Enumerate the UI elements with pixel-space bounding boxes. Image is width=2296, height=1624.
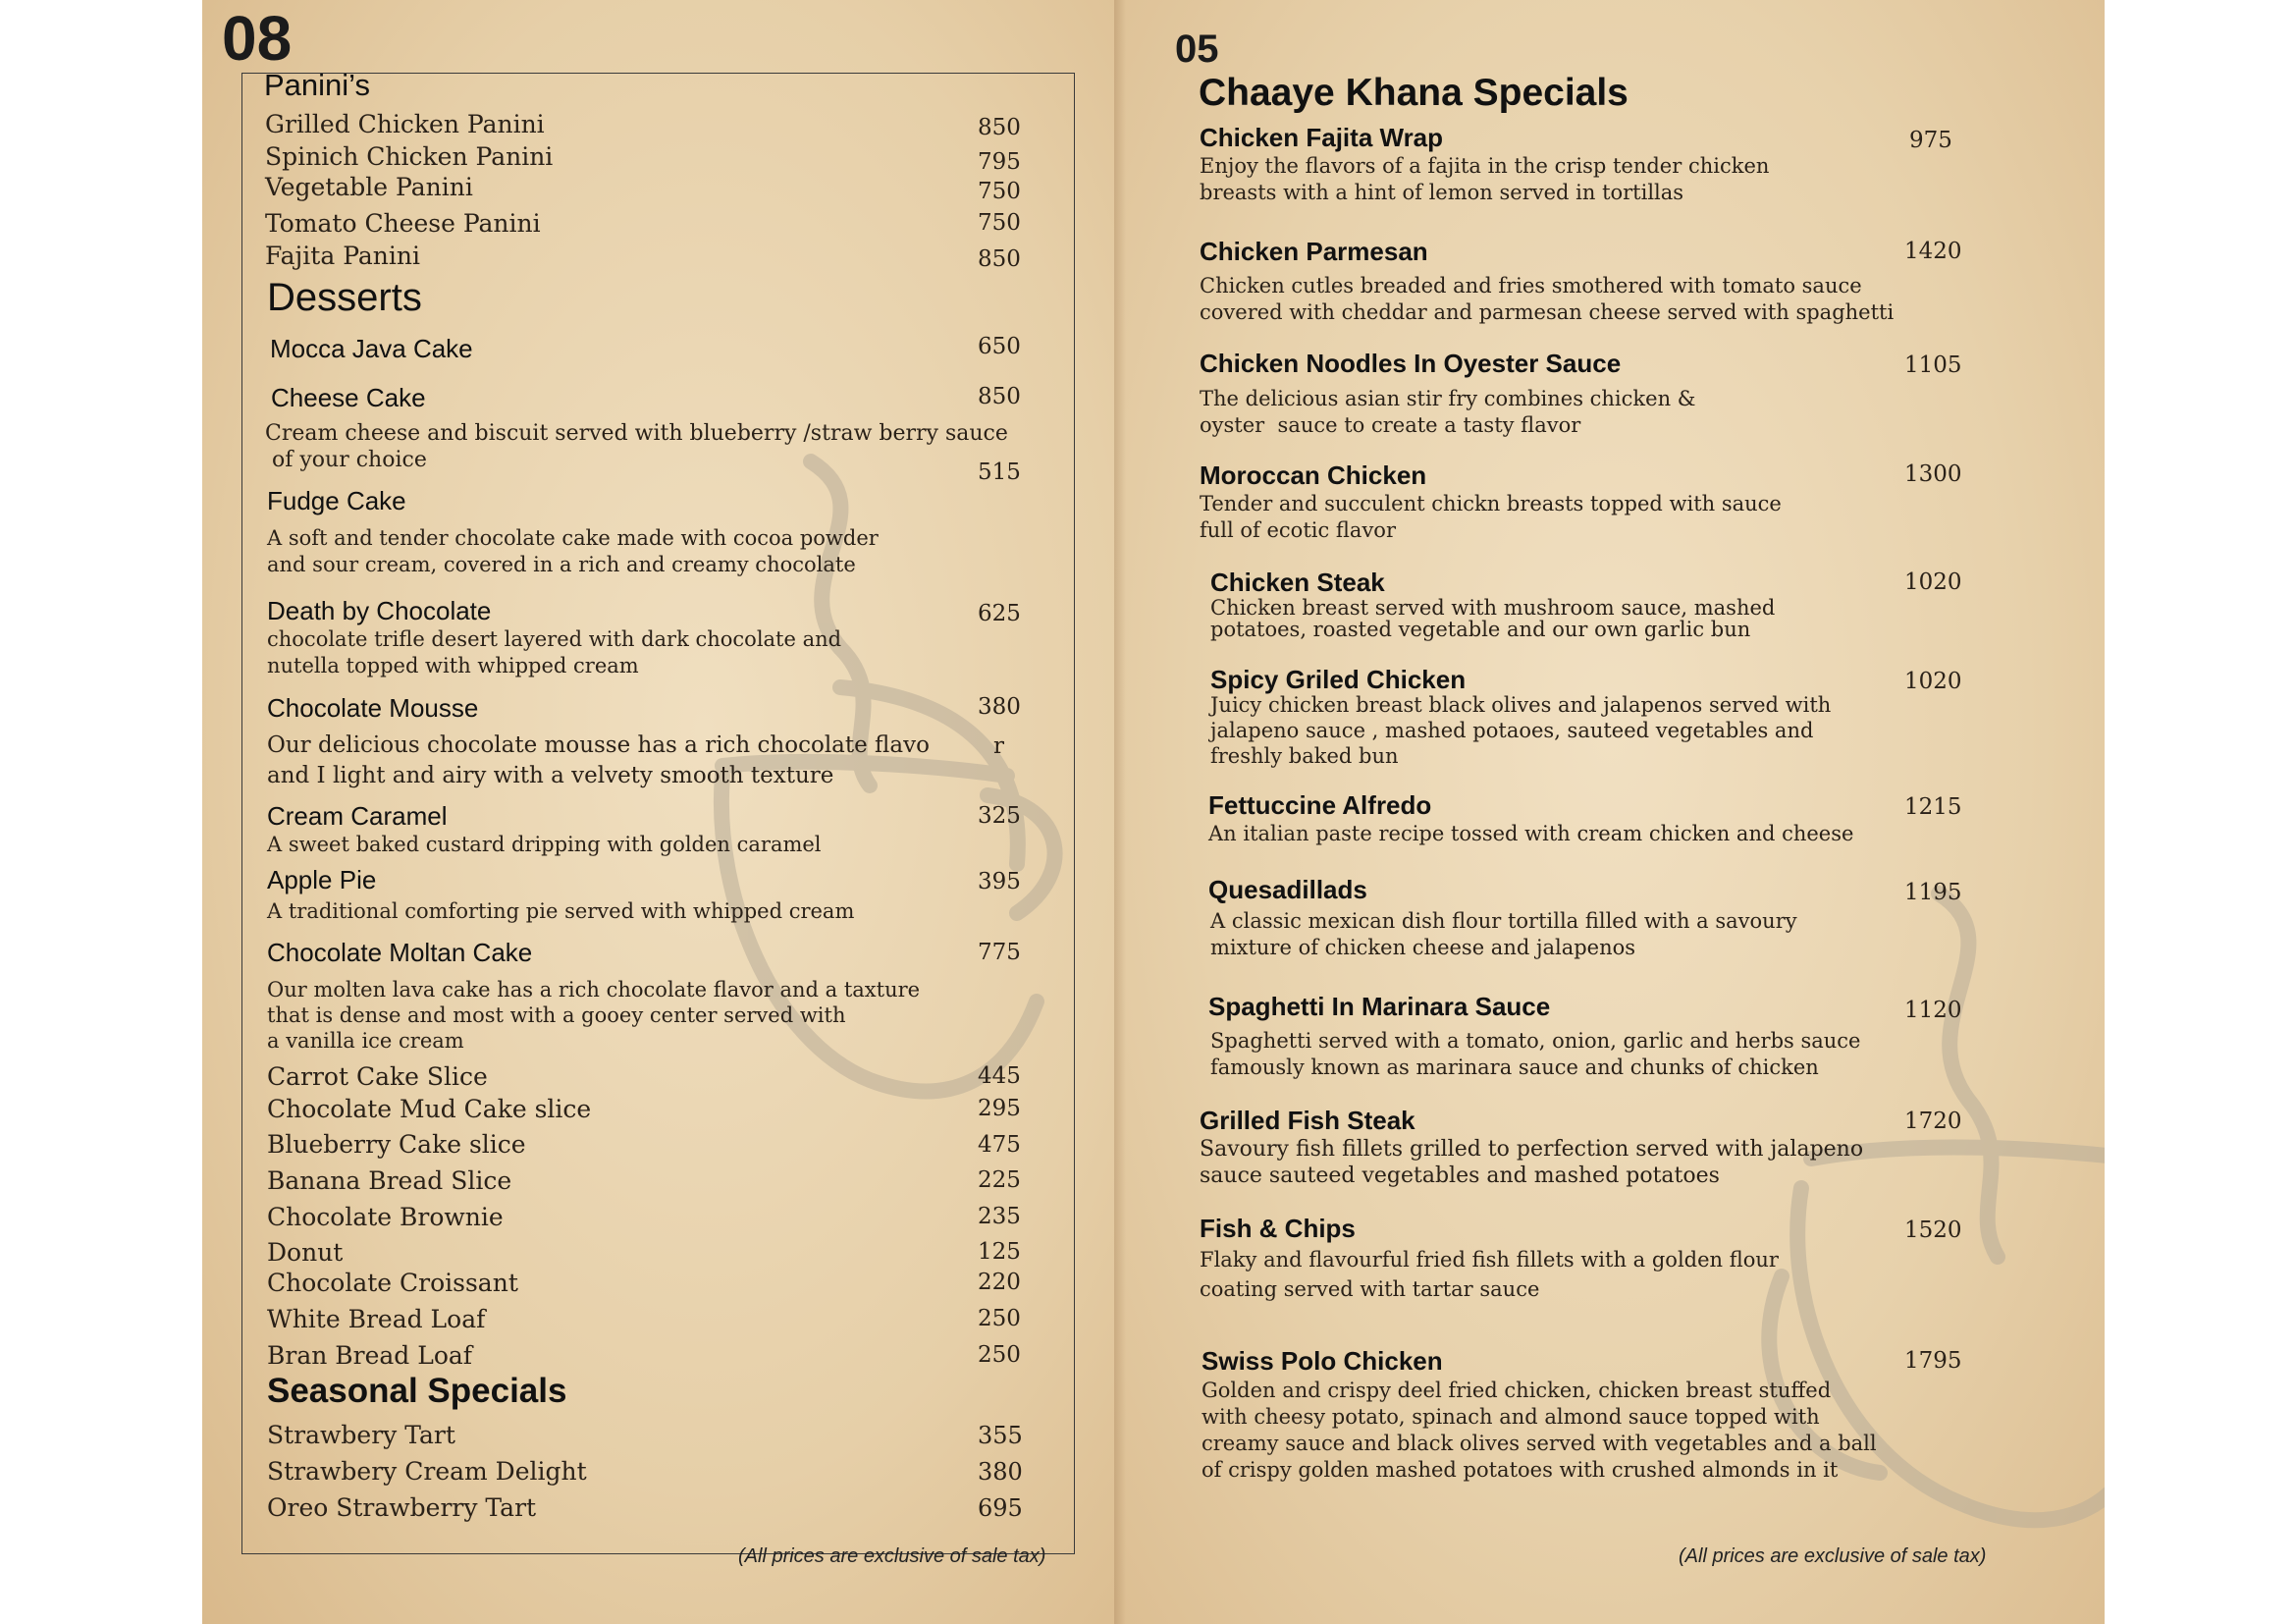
menu-item-price: 1520 — [1904, 1218, 1962, 1243]
menu-item-price: 1105 — [1904, 352, 1962, 378]
menu-item-description: Chicken breast served with mushroom sauce, mashed potatoes, roasted vegetable and our own garlic bun — [1210, 596, 1776, 641]
menu-item-name: Donut — [267, 1238, 344, 1267]
menu-page-left — [202, 0, 1114, 1624]
menu-item-name: Chicken Steak — [1210, 568, 1385, 597]
menu-item-name: Chocolate Moltan Cake — [267, 938, 533, 967]
menu-item-name: Chocolate Brownie — [267, 1203, 504, 1231]
page-fold-shadow — [1114, 0, 1126, 1624]
menu-item-price: 795 — [978, 149, 1021, 175]
menu-item-price: 1195 — [1904, 880, 1962, 905]
menu-item-price: 235 — [978, 1204, 1021, 1229]
menu-item-price: 325 — [978, 803, 1021, 829]
menu-item-price: 1120 — [1904, 998, 1962, 1023]
menu-item-price: 850 — [978, 115, 1021, 140]
menu-item-name: Apple Pie — [267, 865, 377, 894]
menu-item-name: Cheese Cake — [271, 383, 426, 412]
page-number: 08 — [222, 3, 293, 74]
menu-item-name: Blueberry Cake slice — [267, 1130, 526, 1159]
menu-item-name: Spaghetti In Marinara Sauce — [1208, 992, 1551, 1021]
menu-item-price: 225 — [978, 1167, 1021, 1193]
menu-item-name: Cream Caramel — [267, 801, 448, 831]
menu-item-price: 515 — [978, 460, 1021, 485]
menu-item-price: 850 — [978, 246, 1021, 272]
menu-item-price: 1215 — [1904, 794, 1962, 820]
menu-item-price: 750 — [978, 210, 1021, 236]
menu-item-price: 355 — [978, 1422, 1023, 1449]
section-title-seasonal-specials: Seasonal Specials — [267, 1372, 567, 1410]
menu-item-name: Grilled Chicken Panini — [265, 110, 545, 138]
menu-item-price: 1795 — [1904, 1348, 1962, 1374]
menu-item-description: Savoury fish fillets grilled to perfection served with jalapeno sauce sauteed vegetables and mashed potatoes — [1200, 1137, 1864, 1188]
menu-item-price: 750 — [978, 179, 1021, 204]
menu-item-description: The delicious asian stir fry combines chicken & oyster sauce to create a tasty flavor — [1200, 387, 1696, 437]
menu-item-name: Vegetable Panini — [265, 173, 473, 201]
menu-item-price: 1720 — [1904, 1109, 1962, 1134]
menu-item-price: 1020 — [1904, 669, 1962, 694]
menu-item-name: Chicken Parmesan — [1200, 237, 1428, 266]
menu-item-price: 125 — [978, 1239, 1021, 1265]
menu-item-description: A soft and tender chocolate cake made with cocoa powder and sour cream, covered in a rich and creamy chocolate — [267, 526, 879, 576]
menu-item-name: Oreo Strawberry Tart — [267, 1493, 537, 1522]
menu-item-name: Fettuccine Alfredo — [1208, 790, 1432, 820]
menu-item-name: Strawbery Tart — [267, 1421, 455, 1449]
menu-item-name: White Bread Loaf — [267, 1305, 486, 1333]
menu-item-price: 250 — [978, 1306, 1021, 1331]
menu-item-price: 220 — [978, 1270, 1021, 1295]
menu-item-price: 695 — [978, 1494, 1023, 1522]
menu-item-name: Chocolate Mud Cake slice — [267, 1095, 592, 1123]
page-number: 05 — [1175, 27, 1219, 71]
menu-item-name: Fudge Cake — [267, 486, 406, 515]
menu-item-price: 475 — [978, 1132, 1021, 1158]
menu-item-price: 775 — [978, 940, 1021, 965]
menu-item-description: Golden and crispy deel fried chicken, chicken breast stuffed with cheesy potato, spinach and almond sauce topped with creamy sauce and black olives served with vegetables and a ball of crispy golden mashed potatoes with crushed almonds in it — [1201, 1379, 1877, 1482]
section-title-desserts: Desserts — [267, 276, 422, 319]
section-title-paninis: Panini’s — [264, 68, 371, 102]
menu-item-name: Death by Chocolate — [267, 596, 492, 625]
menu-page-right — [1114, 0, 2105, 1624]
menu-item-name: Spicy Griled Chicken — [1210, 665, 1467, 694]
menu-item-price: 625 — [978, 601, 1021, 626]
menu-item-price: 1300 — [1904, 461, 1962, 487]
menu-item-description: Enjoy the flavors of a fajita in the crisp tender chicken breasts with a hint of lemon served in tortillas — [1200, 154, 1770, 204]
tax-footnote: (All prices are exclusive of sale tax) — [1679, 1545, 1987, 1567]
menu-item-description: A classic mexican dish flour tortilla filled with a savoury mixture of chicken cheese and jalapenos — [1210, 909, 1797, 959]
tax-footnote: (All prices are exclusive of sale tax) — [738, 1545, 1046, 1567]
menu-item-description: Our delicious chocolate mousse has a rich chocolate flavo and I light and airy with a velvety smooth texture — [267, 732, 930, 788]
menu-item-price: 295 — [978, 1096, 1021, 1121]
menu-item-price: 650 — [978, 334, 1021, 359]
menu-item-name: Chicken Noodles In Oyester Sauce — [1200, 349, 1622, 378]
menu-item-name: Swiss Polo Chicken — [1201, 1346, 1443, 1376]
menu-item-price: 975 — [1909, 128, 1952, 153]
menu-item-description: chocolate trifle desert layered with dark chocolate and nutella topped with whipped cream — [267, 627, 842, 677]
menu-item-description: An italian paste recipe tossed with cream chicken and cheese — [1208, 822, 1854, 845]
menu-item-name: Fajita Panini — [265, 242, 420, 270]
menu-item-name: Strawbery Cream Delight — [267, 1457, 587, 1486]
menu-item-price: 850 — [978, 384, 1021, 409]
menu-item-name: Banana Bread Slice — [267, 1166, 512, 1195]
menu-item-description: Our molten lava cake has a rich chocolate flavor and a taxture that is dense and most with a gooey center served with a vanilla ice cream — [267, 978, 921, 1053]
menu-item-name: Chocolate Mousse — [267, 693, 479, 723]
menu-item-price: 445 — [978, 1063, 1021, 1089]
menu-item-name: Tomato Cheese Panini — [265, 209, 541, 238]
menu-item-description: Tender and succulent chickn breasts topped with sauce full of ecotic flavor — [1200, 492, 1782, 542]
menu-item-description: Flaky and flavourful fried fish fillets with a golden flour coating served with tartar sauce — [1200, 1248, 1779, 1301]
menu-item-description: Spaghetti served with a tomato, onion, garlic and herbs sauce famously known as marinara sauce and chunks of chicken — [1210, 1029, 1861, 1079]
menu-item-price: 1020 — [1904, 569, 1962, 595]
menu-item-price: 380 — [978, 1458, 1023, 1486]
menu-item-description: Juicy chicken breast black olives and jalapenos served with jalapeno sauce , mashed potaoes, sauteed vegetables and freshly baked bun — [1210, 693, 1832, 768]
wrapped-text-fragment: r — [993, 733, 1004, 759]
menu-item-description: A sweet baked custard dripping with golden caramel — [267, 833, 822, 856]
menu-item-description: Cream cheese and biscuit served with blueberry /straw berry sauce of your choice — [265, 421, 1008, 472]
menu-item-name: Fish & Chips — [1200, 1214, 1356, 1243]
menu-item-price: 380 — [978, 694, 1021, 720]
menu-item-description: A traditional comforting pie served with whipped cream — [267, 899, 855, 923]
menu-item-name: Chocolate Croissant — [267, 1269, 518, 1297]
menu-item-name: Moroccan Chicken — [1200, 460, 1427, 490]
menu-item-description: Chicken cutles breaded and fries smothered with tomato sauce covered with cheddar and parmesan cheese served with spaghetti — [1200, 274, 1895, 324]
menu-item-name: Bran Bread Loaf — [267, 1341, 473, 1370]
menu-item-name: Grilled Fish Steak — [1200, 1106, 1415, 1135]
menu-item-name: Spinich Chicken Panini — [265, 142, 554, 171]
menu-item-name: Chicken Fajita Wrap — [1200, 123, 1444, 152]
menu-item-price: 1420 — [1904, 239, 1962, 264]
section-title-specials: Chaaye Khana Specials — [1199, 72, 1629, 114]
menu-item-price: 395 — [978, 869, 1021, 894]
menu-item-price: 250 — [978, 1342, 1021, 1368]
menu-item-name: Quesadillads — [1208, 875, 1367, 904]
menu-item-name: Carrot Cake Slice — [267, 1062, 488, 1091]
menu-item-name: Mocca Java Cake — [270, 334, 473, 363]
